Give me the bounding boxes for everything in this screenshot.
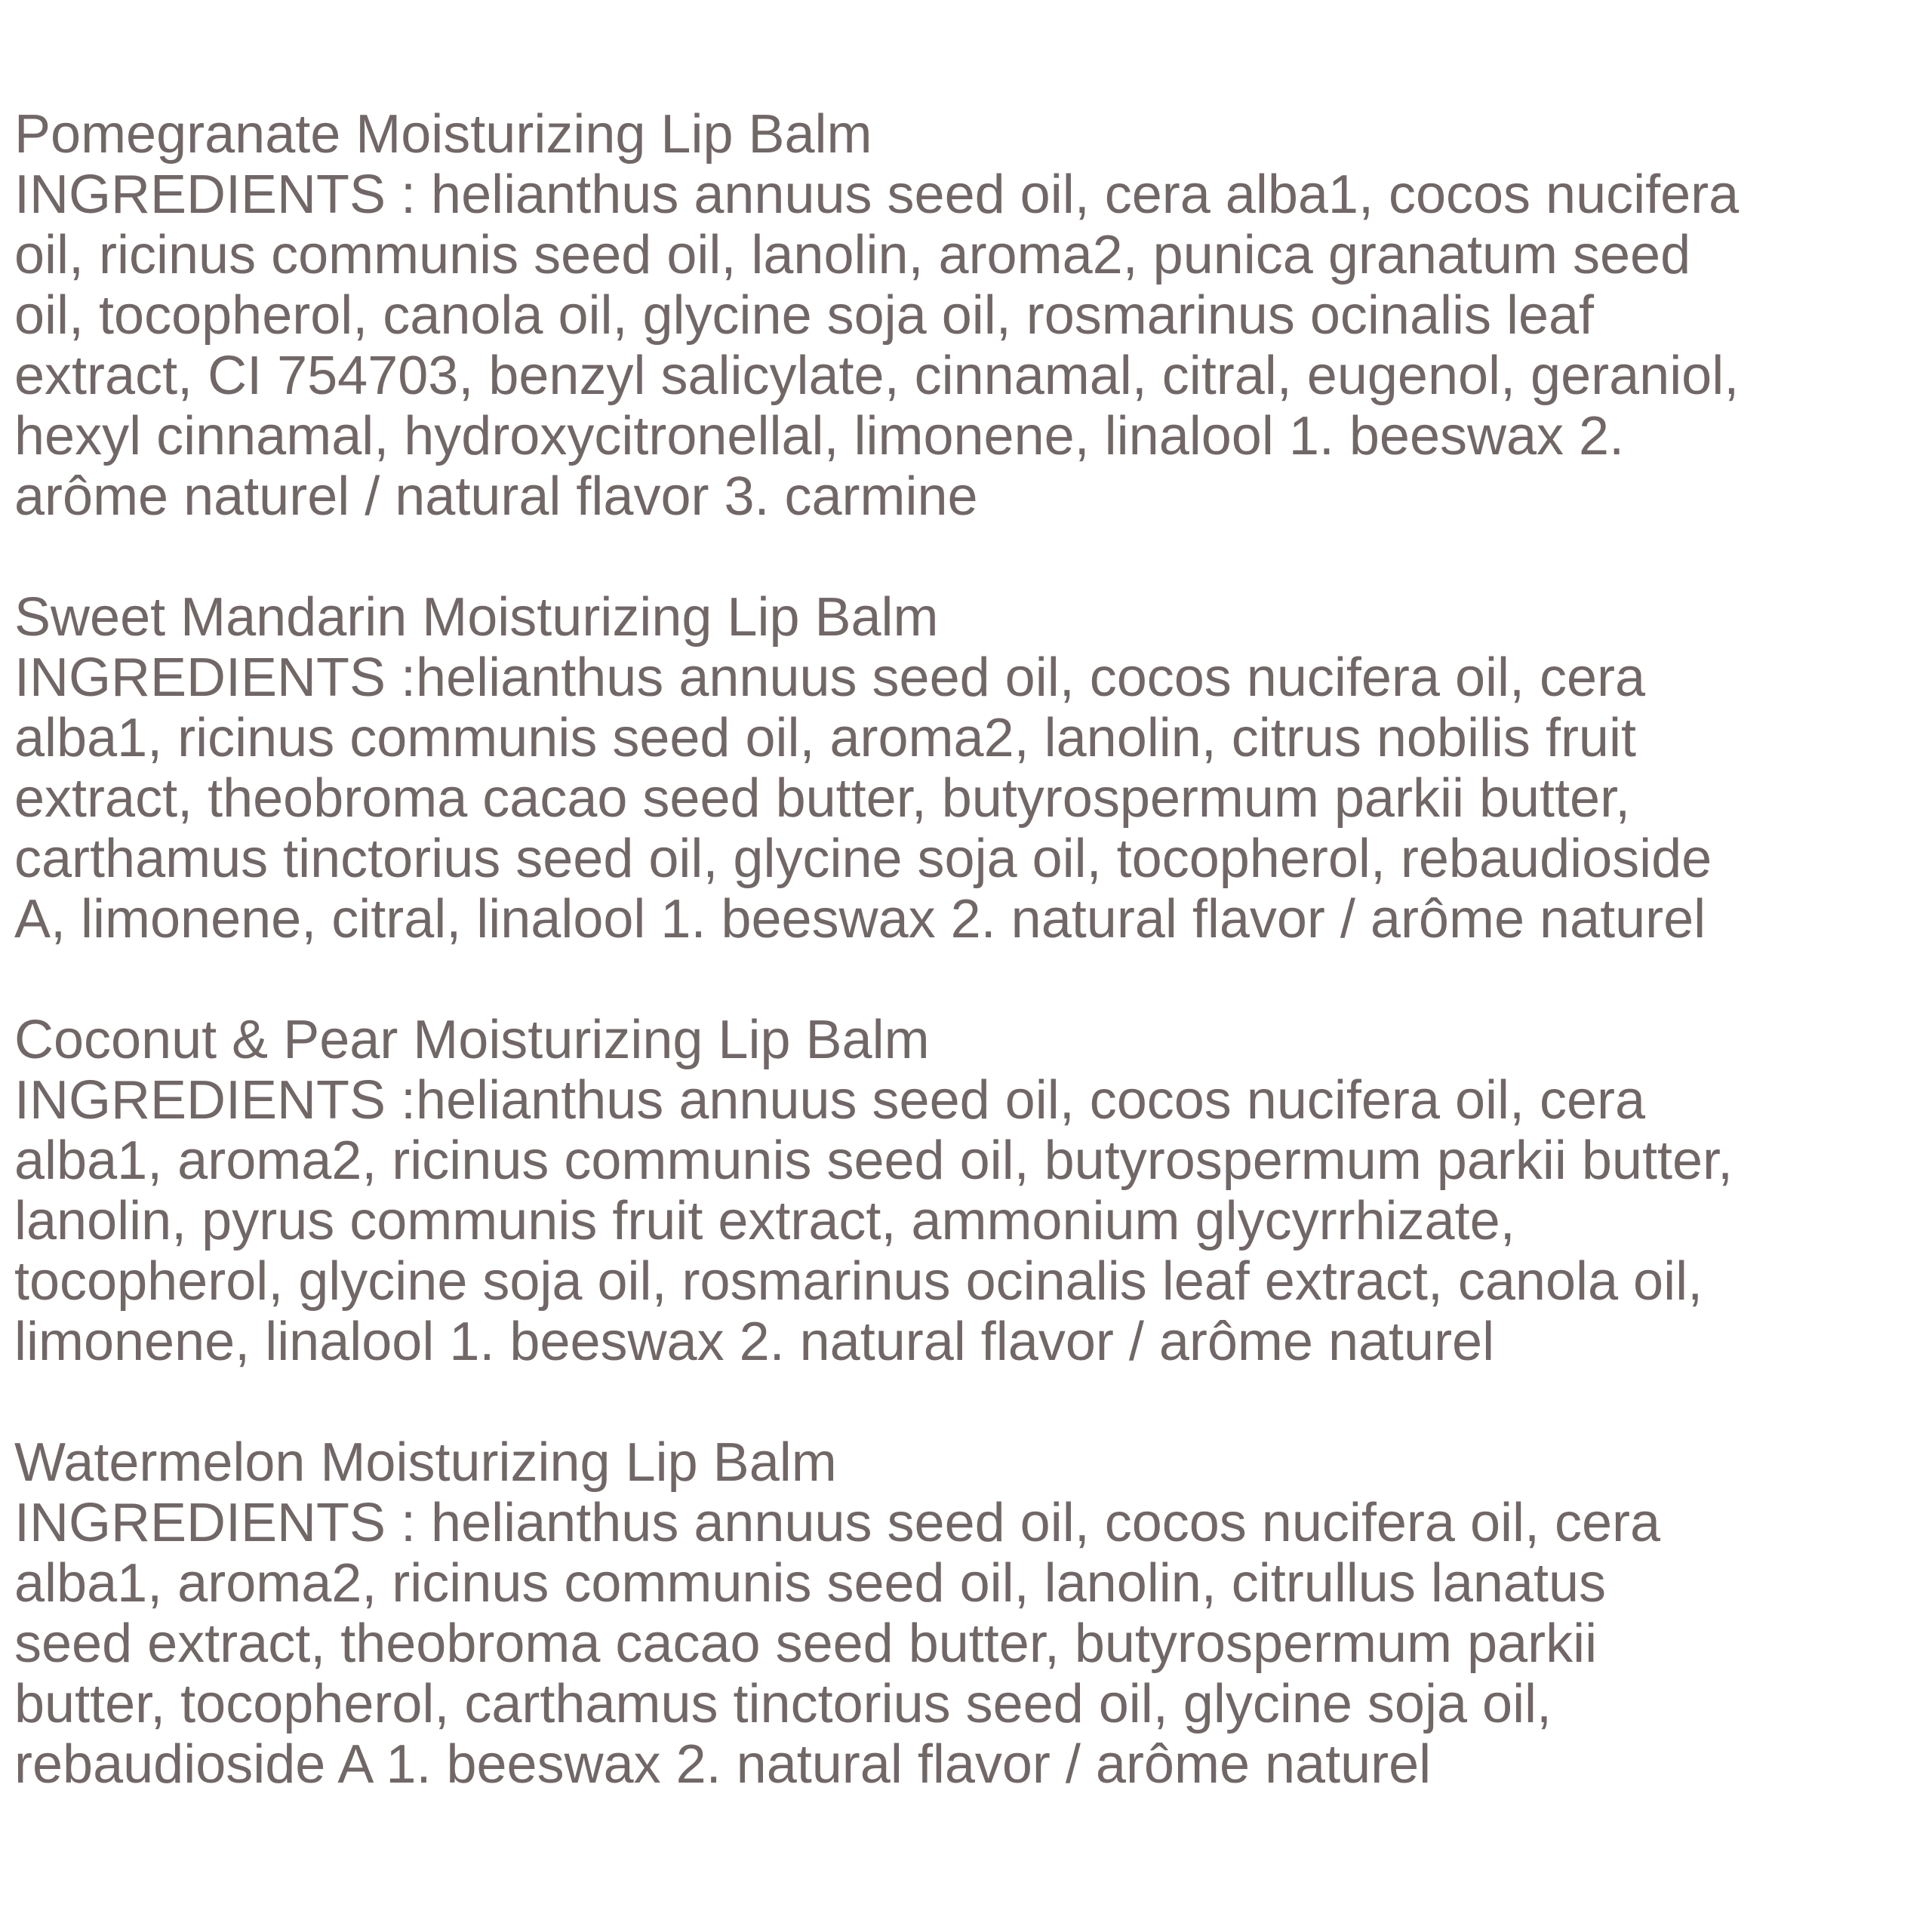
ingredients-line: alba1, ricinus communis seed oil, aroma2, lanolin, citrus nobilis fruit	[14, 708, 1636, 768]
ingredients-line: lanolin, pyrus communis fruit extract, ammonium glycyrrhizate,	[14, 1191, 1515, 1251]
ingredients-line: INGREDIENTS :helianthus annuus seed oil, cocos nucifera oil, cera	[14, 648, 1646, 708]
ingredients-line: INGREDIENTS : helianthus annuus seed oil, cera alba1, cocos nucifera	[14, 165, 1740, 225]
ingredients-line: INGREDIENTS :helianthus annuus seed oil, cocos nucifera oil, cera	[14, 1070, 1646, 1131]
ingredients-line: INGREDIENTS : helianthus annuus seed oil, cocos nucifera oil, cera	[14, 1493, 1661, 1553]
ingredients-line: extract, CI 754703, benzyl salicylate, cinnamal, citral, eugenol, geraniol,	[14, 346, 1740, 406]
product-sweet-mandarin	[14, 587, 1931, 949]
ingredients-line: carthamus tinctorius seed oil, glycine soja oil, tocopherol, rebaudioside	[14, 829, 1712, 889]
product-pomegranate	[14, 104, 1931, 527]
ingredients-line: oil, tocopherol, canola oil, glycine soja oil, rosmarinus ocinalis leaf	[14, 285, 1595, 346]
ingredients-line: limonene, linalool 1. beeswax 2. natural flavor / arôme naturel	[14, 1312, 1495, 1372]
ingredients-line: arôme naturel / natural flavor 3. carmine	[14, 466, 978, 527]
product-title: Sweet Mandarin Moisturizing Lip Balm	[14, 587, 939, 648]
ingredients-line: extract, theobroma cacao seed butter, butyrospermum parkii butter,	[14, 768, 1631, 829]
ingredients-line: alba1, aroma2, ricinus communis seed oil, lanolin, citrullus lanatus	[14, 1553, 1607, 1614]
product-coconut-pear	[14, 1010, 1931, 1372]
ingredients-document	[14, 104, 1931, 1795]
product-title: Coconut & Pear Moisturizing Lip Balm	[14, 1010, 930, 1070]
product-title: Pomegranate Moisturizing Lip Balm	[14, 104, 872, 165]
ingredients-line: oil, ricinus communis seed oil, lanolin, aroma2, punica granatum seed	[14, 225, 1691, 285]
ingredients-line: hexyl cinnamal, hydroxycitronellal, limonene, linalool 1. beeswax 2.	[14, 406, 1625, 466]
ingredients-line: tocopherol, glycine soja oil, rosmarinus ocinalis leaf extract, canola oil,	[14, 1251, 1703, 1312]
ingredients-line: seed extract, theobroma cacao seed butter, butyrospermum parkii	[14, 1614, 1598, 1674]
ingredients-line: A, limonene, citral, linalool 1. beeswax 2. natural flavor / arôme naturel	[14, 889, 1706, 949]
ingredients-line: rebaudioside A 1. beeswax 2. natural flavor / arôme naturel	[14, 1734, 1432, 1795]
product-title: Watermelon Moisturizing Lip Balm	[14, 1432, 837, 1493]
product-watermelon	[14, 1432, 1931, 1795]
ingredients-line: butter, tocopherol, carthamus tinctorius seed oil, glycine soja oil,	[14, 1674, 1552, 1734]
ingredients-line: alba1, aroma2, ricinus communis seed oil, butyrospermum parkii butter,	[14, 1131, 1733, 1191]
